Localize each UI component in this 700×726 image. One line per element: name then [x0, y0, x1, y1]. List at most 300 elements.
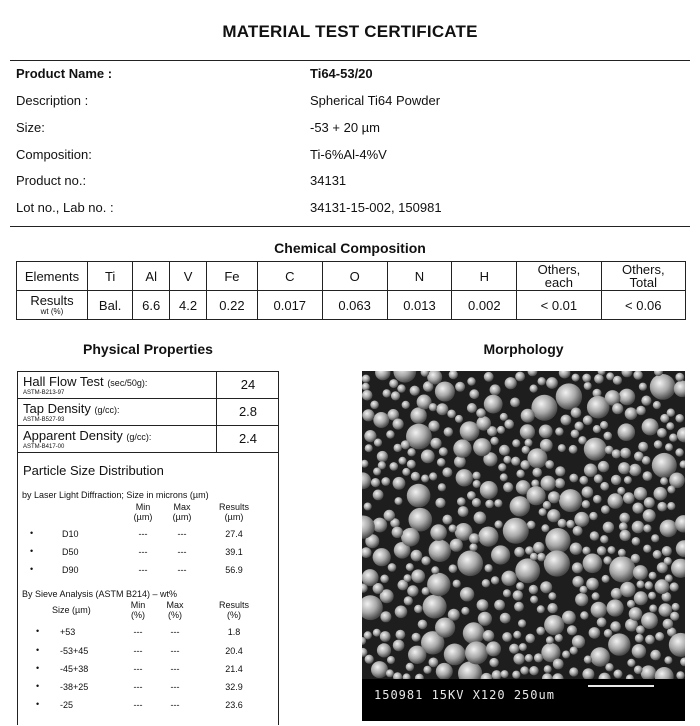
powder-particle — [478, 612, 492, 626]
powder-particle — [613, 376, 622, 385]
powder-particle — [406, 563, 414, 571]
powder-particle — [601, 505, 610, 514]
powder-particle — [575, 593, 588, 606]
powder-particle — [371, 661, 388, 678]
powder-particle — [362, 375, 370, 383]
element-header: O — [322, 262, 387, 291]
powder-particle — [618, 549, 626, 557]
powder-particle — [474, 512, 487, 525]
powder-particle — [395, 497, 403, 505]
powder-particle — [435, 498, 445, 508]
sieve-size-header: Size (µm) — [52, 605, 91, 615]
powder-particle — [653, 550, 662, 559]
powder-particle — [558, 519, 567, 528]
powder-particle — [579, 476, 588, 485]
powder-particle — [530, 553, 538, 561]
powder-particle — [442, 467, 452, 477]
powder-particle — [486, 641, 501, 656]
bullet: • — [36, 699, 40, 709]
powder-particle — [516, 582, 524, 590]
powder-particle — [632, 644, 646, 658]
powder-particle — [582, 374, 591, 383]
psd-title: Particle Size Distribution — [23, 463, 164, 478]
powder-particle — [365, 444, 373, 452]
powder-particle — [659, 603, 673, 617]
hall-flow-value: 24 — [240, 377, 256, 392]
powder-particle — [606, 372, 614, 380]
powder-particle — [555, 634, 563, 642]
powder-particle — [500, 613, 511, 624]
powder-particle — [525, 439, 533, 447]
powder-particle — [608, 633, 630, 655]
powder-particle — [589, 627, 601, 639]
sieve-row-min: --- — [133, 700, 143, 710]
laser-min-header — [128, 502, 158, 522]
powder-particle — [654, 440, 663, 449]
powder-particle — [408, 646, 426, 664]
powder-particle — [453, 580, 461, 588]
powder-particle — [620, 530, 631, 541]
powder-particle — [669, 434, 677, 442]
powder-particle — [386, 669, 394, 677]
product-name-value: Ti64-53/20 — [310, 66, 373, 81]
powder-particle — [478, 527, 498, 547]
powder-particle — [504, 419, 514, 429]
powder-particle — [510, 496, 530, 516]
powder-particle — [498, 463, 506, 471]
powder-particle — [660, 520, 678, 538]
laser-row-result: 56.9 — [225, 565, 243, 575]
powder-particle — [582, 547, 590, 555]
powder-particle — [584, 464, 597, 477]
cell-divider — [216, 426, 217, 452]
powder-particle — [373, 629, 381, 637]
powder-particle — [638, 442, 648, 452]
powder-particle — [598, 461, 609, 472]
element-header: C — [257, 262, 322, 291]
powder-particle — [396, 630, 406, 640]
results-unit: wt (%) — [40, 307, 64, 316]
powder-particle — [532, 468, 542, 478]
powder-particle — [624, 476, 632, 484]
powder-particle — [629, 464, 641, 476]
apparent-density-unit: (g/cc): — [126, 432, 152, 442]
powder-particle — [377, 451, 388, 462]
element-value: 0.22 — [207, 291, 258, 320]
bullet: • — [30, 546, 34, 556]
others-total-line1: Others, — [621, 262, 665, 277]
powder-particle — [651, 534, 659, 542]
powder-particle — [663, 619, 674, 630]
sieve-row-result: 32.9 — [225, 682, 243, 692]
powder-particle — [490, 437, 498, 445]
powder-particle — [392, 527, 403, 538]
powder-particle — [657, 428, 667, 438]
powder-particle — [513, 631, 521, 639]
product-no-row — [16, 173, 686, 199]
size-row — [16, 120, 686, 146]
powder-particle — [597, 617, 607, 627]
laser-row-max: --- — [177, 565, 187, 575]
tap-density-unit: (g/cc): — [94, 405, 120, 415]
powder-particle — [430, 438, 441, 449]
powder-particle — [401, 528, 420, 547]
results-label: Results — [30, 293, 74, 308]
powder-particle — [418, 620, 428, 630]
powder-particle — [645, 581, 653, 589]
powder-particle — [460, 587, 474, 601]
powder-particle — [373, 412, 389, 428]
bullet: • — [36, 645, 40, 655]
powder-particle — [672, 603, 680, 611]
powder-particle — [666, 422, 674, 430]
powder-particle — [569, 667, 578, 676]
powder-particle — [670, 612, 679, 621]
powder-particle — [407, 585, 418, 596]
powder-particle — [555, 466, 565, 476]
powder-particle — [497, 426, 505, 434]
powder-particle — [518, 619, 526, 627]
bullet: • — [30, 528, 34, 538]
powder-particle — [540, 581, 552, 593]
powder-particle — [539, 508, 547, 516]
morphology-title: Morphology — [483, 341, 564, 357]
powder-particle — [580, 586, 588, 594]
powder-particle — [427, 573, 450, 596]
powder-particle — [654, 487, 668, 501]
powder-particle — [618, 423, 636, 441]
description-value: Spherical Ti64 Powder — [310, 93, 441, 108]
powder-particle — [592, 592, 600, 600]
mid-divider — [10, 226, 690, 227]
powder-particle — [476, 416, 491, 431]
powder-particle — [584, 656, 592, 664]
powder-particle — [572, 576, 583, 587]
sem-scale-bar — [362, 679, 685, 721]
powder-particle — [540, 439, 553, 452]
laser-max-h1: Max — [173, 502, 191, 512]
powder-particle — [515, 372, 525, 382]
sieve-row-name: -45+38 — [60, 664, 89, 674]
element-header: H — [452, 262, 517, 291]
powder-particle — [544, 665, 552, 673]
laser-row-min: --- — [138, 565, 148, 575]
powder-particle — [660, 414, 669, 423]
powder-particle — [657, 502, 667, 512]
powder-particle — [578, 436, 586, 444]
others-each-line2: each — [544, 275, 573, 290]
powder-particle — [662, 546, 672, 556]
powder-particle — [627, 659, 635, 667]
powder-particle — [485, 564, 493, 572]
powder-particle — [643, 524, 651, 532]
powder-particle — [397, 384, 405, 392]
powder-particle — [482, 579, 490, 587]
apparent-density-label — [23, 428, 151, 443]
apparent-density-name: Apparent Density — [23, 428, 123, 443]
laser-row-max: --- — [177, 547, 187, 557]
powder-particle — [362, 383, 370, 391]
powder-particle — [548, 491, 560, 503]
powder-particle — [380, 631, 391, 642]
powder-particle — [442, 515, 452, 525]
powder-particle — [429, 658, 439, 668]
powder-particle — [529, 666, 538, 675]
powder-particle — [431, 566, 439, 574]
powder-particle — [562, 611, 576, 625]
powder-particle — [567, 625, 577, 635]
powder-particle — [597, 546, 606, 555]
bullet: • — [30, 564, 34, 574]
composition-label: Composition: — [16, 147, 92, 162]
powder-particle — [414, 605, 422, 613]
element-value: 6.6 — [133, 291, 170, 320]
powder-particle — [511, 457, 520, 466]
powder-particle — [444, 427, 453, 436]
apparent-density-value: 2.4 — [238, 431, 258, 446]
powder-particle — [450, 539, 463, 552]
powder-particle — [631, 554, 640, 563]
powder-particle — [634, 591, 648, 605]
sieve-row-result: 1.8 — [227, 627, 241, 637]
certificate-title: MATERIAL TEST CERTIFICATE — [222, 22, 478, 41]
powder-particle — [582, 486, 594, 498]
laser-row-result: 39.1 — [225, 547, 243, 557]
powder-particle — [635, 634, 644, 643]
sieve-max-h2: (%) — [168, 610, 182, 620]
powder-particle — [670, 582, 679, 591]
powder-particle — [543, 501, 551, 509]
laser-row-name: D90 — [62, 565, 79, 575]
powder-particle — [388, 563, 397, 572]
powder-particle — [421, 450, 435, 464]
powder-particle — [530, 385, 538, 393]
powder-particle — [389, 379, 398, 388]
powder-particle — [491, 545, 510, 564]
powder-particle — [520, 460, 530, 470]
powder-particle — [607, 599, 624, 616]
powder-particle — [657, 562, 668, 573]
powder-particle — [521, 409, 535, 423]
powder-particle — [629, 607, 643, 621]
powder-particle — [619, 522, 628, 531]
powder-particle — [618, 462, 630, 474]
powder-particle — [586, 578, 599, 591]
powder-particle — [634, 666, 643, 675]
laser-min-h1: Min — [135, 502, 151, 512]
powder-particle — [546, 636, 554, 644]
powder-particle — [505, 377, 517, 389]
laser-row-name: D50 — [62, 547, 79, 557]
powder-particle — [499, 445, 510, 456]
powder-particle — [438, 483, 446, 491]
laser-max-h2: (µm) — [172, 512, 192, 522]
powder-particle — [590, 647, 610, 667]
powder-particle — [380, 611, 391, 622]
element-header: N — [387, 262, 452, 291]
powder-particle — [541, 476, 556, 491]
powder-particle — [393, 419, 404, 430]
powder-particle — [536, 627, 545, 636]
powder-particle — [620, 448, 631, 459]
powder-particle — [655, 632, 664, 641]
product-name-row — [16, 66, 686, 92]
table-row — [17, 262, 686, 291]
powder-particle — [562, 651, 570, 659]
powder-particle — [608, 546, 616, 554]
powder-particle — [364, 430, 376, 442]
powder-particle — [559, 489, 582, 512]
laser-row-result: 27.4 — [225, 529, 243, 539]
powder-particle — [362, 409, 374, 421]
powder-particle — [572, 562, 583, 573]
powder-particle — [467, 491, 476, 500]
powder-particle — [480, 481, 498, 499]
powder-particle — [406, 663, 414, 671]
laser-max-header — [167, 502, 197, 522]
sieve-res-h2: (%) — [227, 610, 241, 620]
powder-particle — [619, 513, 630, 524]
powder-particle — [384, 510, 395, 521]
powder-particle — [641, 612, 658, 629]
powder-particle — [383, 389, 391, 397]
element-value: 0.017 — [257, 291, 322, 320]
elements-header: Elements — [17, 262, 88, 291]
laser-res-h1: Results — [218, 502, 249, 512]
powder-particle — [538, 377, 546, 385]
powder-particle — [402, 468, 410, 476]
powder-particle — [555, 427, 563, 435]
sieve-min-header — [123, 600, 153, 620]
sieve-row-name: -25 — [60, 700, 74, 710]
powder-particle — [675, 448, 683, 456]
sieve-row-result: 23.6 — [225, 700, 243, 710]
powder-particle — [604, 629, 613, 638]
powder-particle — [544, 615, 564, 635]
powder-particle — [453, 439, 471, 457]
powder-particle — [458, 506, 469, 517]
description-row — [16, 93, 686, 119]
powder-particle — [469, 389, 479, 399]
powder-particle — [494, 499, 502, 507]
powder-particle — [571, 430, 580, 439]
powder-particle — [484, 372, 494, 382]
tap-density-label — [23, 401, 120, 416]
powder-particle — [423, 666, 431, 674]
powder-particle — [485, 500, 494, 509]
laser-results-header — [212, 502, 256, 522]
powder-particle — [501, 670, 509, 678]
powder-particle — [667, 502, 675, 510]
sieve-row-min: --- — [133, 627, 143, 637]
cell-divider — [216, 372, 217, 398]
tap-density-standard: ASTM-B527-93 — [23, 417, 65, 423]
others-total-header — [601, 262, 685, 291]
hall-flow-label — [23, 374, 147, 389]
powder-particle — [467, 403, 477, 413]
hall-flow-unit: (sec/50g): — [107, 378, 148, 388]
powder-particle — [569, 474, 578, 483]
powder-particle — [436, 403, 448, 415]
powder-particle — [503, 456, 511, 464]
size-label: Size: — [16, 120, 45, 135]
powder-particle — [380, 575, 389, 584]
sieve-row-result: 20.4 — [225, 646, 243, 656]
element-value: 4.2 — [170, 291, 207, 320]
powder-particle — [545, 460, 554, 469]
powder-particle — [664, 656, 672, 664]
powder-particle — [570, 543, 582, 555]
laser-row-name: D10 — [62, 529, 79, 539]
powder-particle — [636, 406, 646, 416]
powder-particle — [561, 415, 572, 426]
element-header: Ti — [88, 262, 133, 291]
powder-particle — [503, 589, 511, 597]
powder-particle — [411, 550, 423, 562]
element-value: 0.002 — [452, 291, 517, 320]
powder-particle — [575, 422, 584, 431]
laser-row-max: --- — [177, 529, 187, 539]
powder-particle — [407, 460, 416, 469]
bullet: • — [36, 626, 40, 636]
description-label: Description : — [16, 93, 89, 108]
powder-particle — [500, 413, 508, 421]
powder-particle — [467, 377, 475, 385]
sieve-row-max: --- — [170, 646, 180, 656]
physical-properties-title: Physical Properties — [83, 341, 213, 357]
lot-no-row — [16, 200, 686, 226]
powder-particle — [448, 609, 460, 621]
powder-particle — [510, 398, 520, 408]
powder-particle — [555, 478, 565, 488]
sieve-min-h2: (%) — [131, 610, 145, 620]
powder-particle — [539, 425, 553, 439]
powder-particle — [373, 490, 384, 501]
powder-particle — [362, 390, 373, 401]
powder-particle — [634, 452, 644, 462]
lot-no-label: Lot no., Lab no. : — [16, 200, 114, 215]
powder-particle — [456, 469, 473, 486]
powder-particle — [632, 503, 643, 514]
powder-particle — [632, 521, 645, 534]
powder-particle — [409, 508, 433, 532]
powder-particle — [611, 475, 621, 485]
powder-particle — [484, 395, 503, 414]
sieve-row-max: --- — [170, 700, 180, 710]
powder-particle — [489, 658, 498, 667]
powder-particle — [547, 509, 560, 522]
powder-particle — [591, 602, 607, 618]
sieve-row-name: -53+45 — [60, 646, 89, 656]
size-value: -53 + 20 µm — [310, 120, 380, 135]
powder-particle — [502, 632, 512, 642]
powder-particle — [402, 401, 410, 409]
powder-particle — [643, 545, 651, 553]
powder-particle — [558, 444, 566, 452]
powder-particle — [544, 550, 570, 576]
element-header: Al — [133, 262, 170, 291]
powder-particle — [410, 407, 426, 423]
powder-particle — [627, 600, 635, 608]
sieve-res-h1: Results — [218, 600, 249, 610]
powder-particle — [399, 457, 407, 465]
powder-particle — [649, 605, 657, 613]
powder-particle — [455, 382, 465, 392]
powder-particle — [675, 373, 684, 382]
apparent-density-row — [18, 426, 278, 453]
powder-particle — [465, 641, 488, 664]
powder-particle — [500, 473, 508, 481]
